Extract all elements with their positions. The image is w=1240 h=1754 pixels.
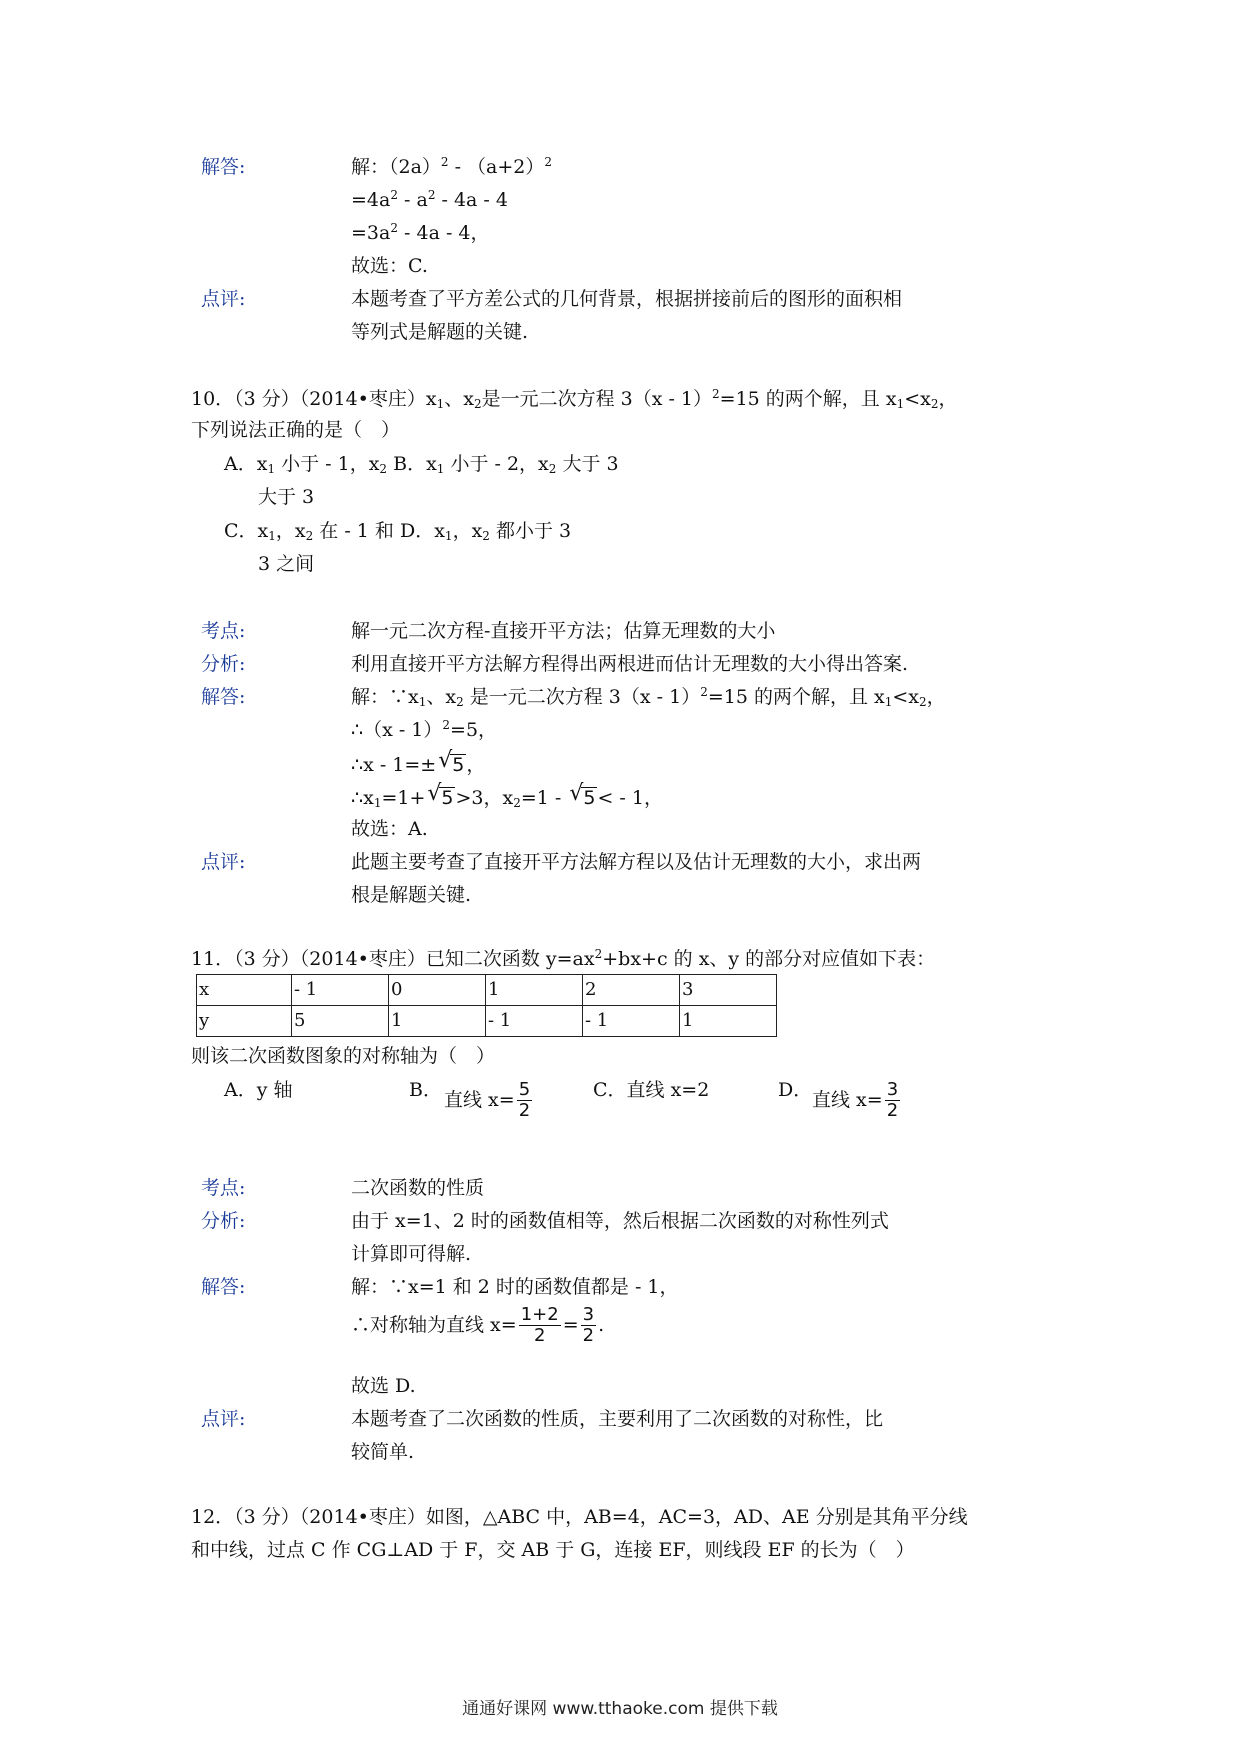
q11-comment-line-2: 较简单. xyxy=(351,1441,415,1463)
q11-value-table xyxy=(196,974,777,1037)
q9-answer-label: 解答: xyxy=(201,156,246,178)
fraction: $\frac{3}{2}$ xyxy=(886,1079,899,1121)
q10-option-a-cont: 大于 3 xyxy=(258,486,315,508)
q11-analysis-label: 分析: xyxy=(201,1210,246,1232)
table-cell: y xyxy=(197,1006,292,1037)
q12-stem-line-1: 12．（3 分）（2014•枣庄）如图，△ABC 中，AB=4，AC=3，AD、AE 分别是其角平分线 xyxy=(191,1506,968,1528)
q10-answer-line-2: ∴（x - 1）$^2$=5， xyxy=(351,718,498,741)
q10-option-c-cont: 3 之间 xyxy=(258,553,315,575)
table-row xyxy=(197,1006,777,1037)
q11-stem: 11．（3 分）（2014•枣庄）已知二次函数 $y=ax^2+bx+c$ 的 x、y 的部分对应值如下表： xyxy=(191,947,936,970)
table-cell: 1 xyxy=(680,1006,777,1037)
q11-question: 则该二次函数图象的对称轴为（ ） xyxy=(191,1045,496,1067)
fraction: $\frac{5}{2}$ xyxy=(518,1079,531,1121)
q9-comment-line-2: 等列式是解题的关键. xyxy=(351,321,529,343)
page-footer: 通通好课网 www.tthaoke.com 提供下载 xyxy=(462,1699,778,1719)
q10-option-c-d: C．$x_1$，$x_2$ 在 - 1 和 D．$x_1$，$x_2$ 都小于 3 xyxy=(224,520,572,543)
q10-answer-line-1: 解：$\because x_1$、$x_2$ 是一元二次方程 3（x - 1）$^2$=15 的两个解，且 $x_1<x_2$， xyxy=(351,685,946,709)
q10-comment-line-1: 此题主要考查了直接开平方法解方程以及估计无理数的大小，求出两 xyxy=(351,851,922,873)
table-cell: 3 xyxy=(680,975,777,1006)
q11-comment-line-1: 本题考查了二次函数的性质，主要利用了二次函数的对称性，比 xyxy=(351,1408,884,1430)
q10-point-text: 解一元二次方程-直接开平方法；估算无理数的大小 xyxy=(351,620,776,642)
table-cell: - 1 xyxy=(583,1006,680,1037)
q10-stem-line-2: 下列说法正确的是（ ） xyxy=(191,419,401,441)
q11-answer-line-2: ∴对称轴为直线 x= $\frac{1+2}{2}$ = $\frac{3}{2}$ . xyxy=(351,1304,605,1346)
q10-answer-label: 解答: xyxy=(201,686,246,708)
table-cell: 1 xyxy=(486,975,583,1006)
q11-option-d: 直线 x= $\frac{3}{2}$ xyxy=(812,1079,899,1121)
table-cell: 0 xyxy=(389,975,486,1006)
sqrt-5: √ 5 xyxy=(438,748,465,776)
table-row xyxy=(197,975,777,1006)
q10-option-a-b: A．$x_1$ 小于 - 1，$x_2$ B．$x_1$ 小于 - 2，$x_2$ 大于 3 xyxy=(224,453,619,476)
q10-stem-line-1: 10．（3 分）（2014•枣庄）$x_1$、$x_2$是一元二次方程 3（x - 1）$^2$=15 的两个解，且 $x_1<x_2$， xyxy=(191,387,958,411)
q11-answer-label: 解答: xyxy=(201,1276,246,1298)
q10-answer-line-5: 故选：A. xyxy=(351,818,428,840)
q11-option-d-label: D． xyxy=(778,1079,813,1101)
q9-comment-line-1: 本题考查了平方差公式的几何背景，根据拼接前后的图形的面积相 xyxy=(351,288,903,310)
q9-answer-line-2: $=4a^2 - a^2 - 4a - 4$ xyxy=(351,188,508,211)
table-cell: 2 xyxy=(583,975,680,1006)
q11-answer-line-1: 解：∵x=1 和 2 时的函数值都是 - 1， xyxy=(351,1276,679,1298)
q9-answer-line-4: 故选：C. xyxy=(351,255,428,277)
q10-answer-line-3: ∴x - 1=± √ 5 ， xyxy=(351,748,486,776)
q9-answer-line-1: 解：$(2a)^2 - (a+2)^2$ xyxy=(351,155,553,178)
q10-comment-label: 点评: xyxy=(201,851,246,873)
q10-answer-line-4: $\therefore x_1=1+$ √ 5 >3，$x_2=1$ - √ 5 < - 1， xyxy=(351,781,663,810)
q11-option-c: C．直线 x=2 xyxy=(593,1079,710,1101)
fraction: $\frac{1+2}{2}$ xyxy=(520,1304,559,1346)
q11-comment-label: 点评: xyxy=(201,1408,246,1430)
q11-point-label: 考点: xyxy=(201,1177,246,1199)
table-cell: 1 xyxy=(389,1006,486,1037)
table-cell: x xyxy=(197,975,292,1006)
q11-answer-line-3: 故选 D. xyxy=(351,1375,416,1397)
q10-analysis-text: 利用直接开平方法解方程得出两根进而估计无理数的大小得出答案. xyxy=(351,653,909,675)
fraction: $\frac{3}{2}$ xyxy=(582,1304,595,1346)
table-cell: - 1 xyxy=(292,975,389,1006)
q9-comment-label: 点评: xyxy=(201,288,246,310)
q12-stem-line-2: 和中线，过点 C 作 CG⊥AD 于 F，交 AB 于 G，连接 EF，则线段 EF 的长为（ ） xyxy=(191,1539,915,1561)
q10-comment-line-2: 根是解题关键. xyxy=(351,884,472,906)
q10-analysis-label: 分析: xyxy=(201,653,246,675)
sqrt-5: √ 5 xyxy=(569,781,596,809)
q11-point-text: 二次函数的性质 xyxy=(351,1177,485,1199)
q11-option-b-label: B． xyxy=(409,1079,442,1101)
q11-option-a: A．y 轴 xyxy=(224,1079,293,1101)
q10-point-label: 考点: xyxy=(201,620,246,642)
sqrt-5: √ 5 xyxy=(427,781,454,809)
q9-answer-line-3: $=3a^2 - 4a - 4$， xyxy=(351,221,490,244)
q11-option-b: 直线 x= $\frac{5}{2}$ xyxy=(444,1079,531,1121)
table-cell: - 1 xyxy=(486,1006,583,1037)
table-cell: 5 xyxy=(292,1006,389,1037)
q11-analysis-line-2: 计算即可得解. xyxy=(351,1243,472,1265)
q11-analysis-line-1: 由于 x=1、2 时的函数值相等，然后根据二次函数的对称性列式 xyxy=(351,1210,889,1232)
